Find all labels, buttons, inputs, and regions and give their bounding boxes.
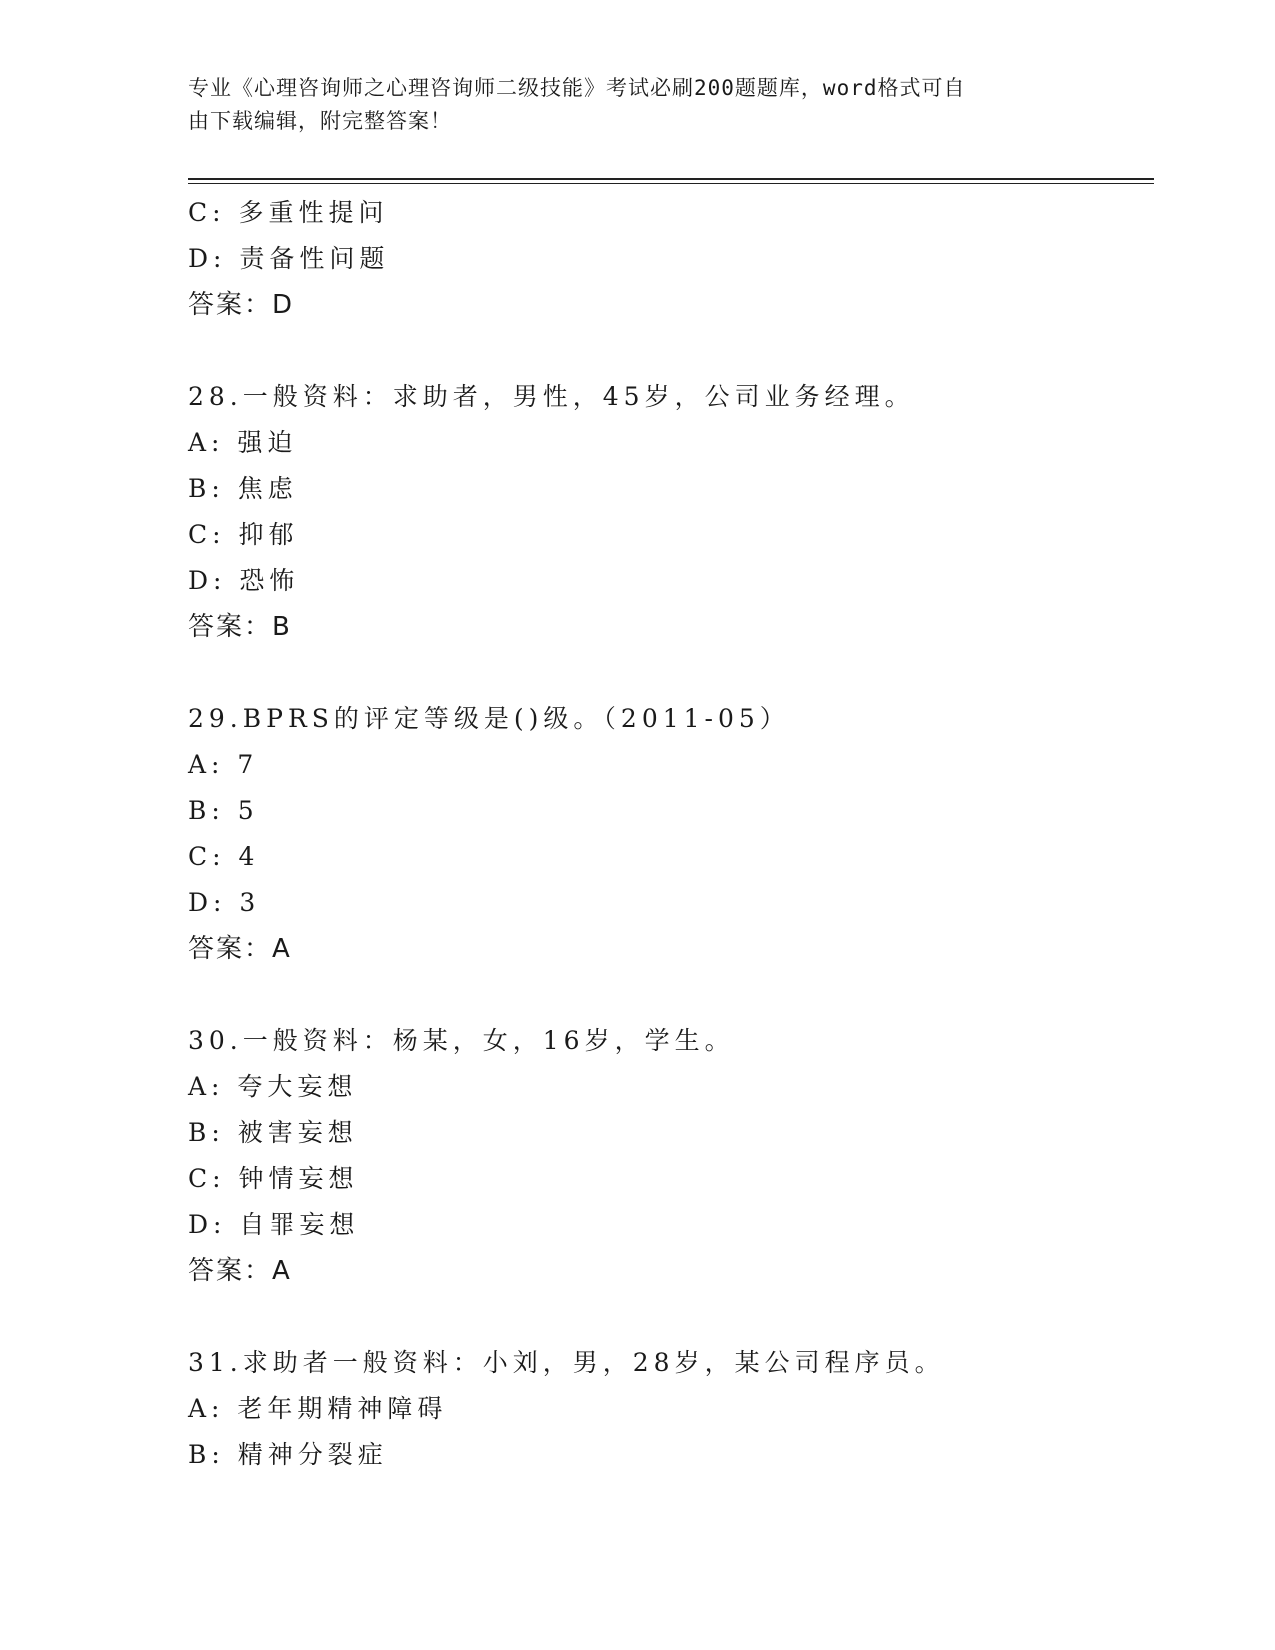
option-a: A: 夸大妄想 — [188, 1072, 358, 1101]
header-divider-thick — [188, 178, 1154, 180]
answer-line: 答案：A — [188, 934, 292, 964]
header-line-2: 由下载编辑，附完整答案！ — [188, 109, 452, 133]
answer-line: 答案：B — [188, 612, 292, 642]
question-gap — [188, 650, 1154, 696]
option-a: A: 老年期精神障碍 — [188, 1394, 448, 1423]
option-d: D: 恐怖 — [188, 566, 300, 595]
option-b: B: 被害妄想 — [188, 1118, 358, 1147]
document-header — [188, 72, 1068, 138]
option-b: B: 5 — [188, 796, 259, 825]
question-block-29 — [188, 696, 1154, 972]
question-stem: 28.一般资料：求助者，男性，45岁，公司业务经理。 — [188, 382, 915, 411]
option-d: D: 自罪妄想 — [188, 1210, 360, 1239]
option-c: C: 4 — [188, 842, 260, 871]
question-stem: 31.求助者一般资料：小刘，男，28岁，某公司程序员。 — [188, 1348, 945, 1377]
option-c: C: 抑郁 — [188, 520, 299, 549]
question-block-31 — [188, 1340, 1154, 1478]
option-c: C: 钟情妄想 — [188, 1164, 359, 1193]
question-stem: 29.BPRS的评定等级是()级。（2011-05） — [188, 704, 790, 733]
question-list — [188, 190, 1154, 1478]
header-divider-thin — [188, 183, 1154, 184]
question-block-30 — [188, 1018, 1154, 1294]
option-a: A: 强迫 — [188, 428, 298, 457]
answer-line: 答案：D — [188, 290, 295, 320]
question-gap — [188, 328, 1154, 374]
question-block-28 — [188, 374, 1154, 650]
question-gap — [188, 972, 1154, 1018]
question-gap — [188, 1294, 1154, 1340]
answer-line: 答案：A — [188, 1256, 292, 1286]
option-b: B: 焦虑 — [188, 474, 298, 503]
option-c: C: 多重性提问 — [188, 198, 389, 227]
option-a: A: 7 — [188, 750, 259, 779]
header-line-1: 专业《心理咨询师之心理咨询师二级技能》考试必刷200题题库，word格式可自 — [188, 76, 966, 100]
question-stem: 30.一般资料：杨某，女，16岁，学生。 — [188, 1026, 735, 1055]
question-block-27 — [188, 190, 1154, 328]
option-d: D: 责备性问题 — [188, 244, 390, 273]
option-b: B: 精神分裂症 — [188, 1440, 388, 1469]
option-d: D: 3 — [188, 888, 261, 917]
